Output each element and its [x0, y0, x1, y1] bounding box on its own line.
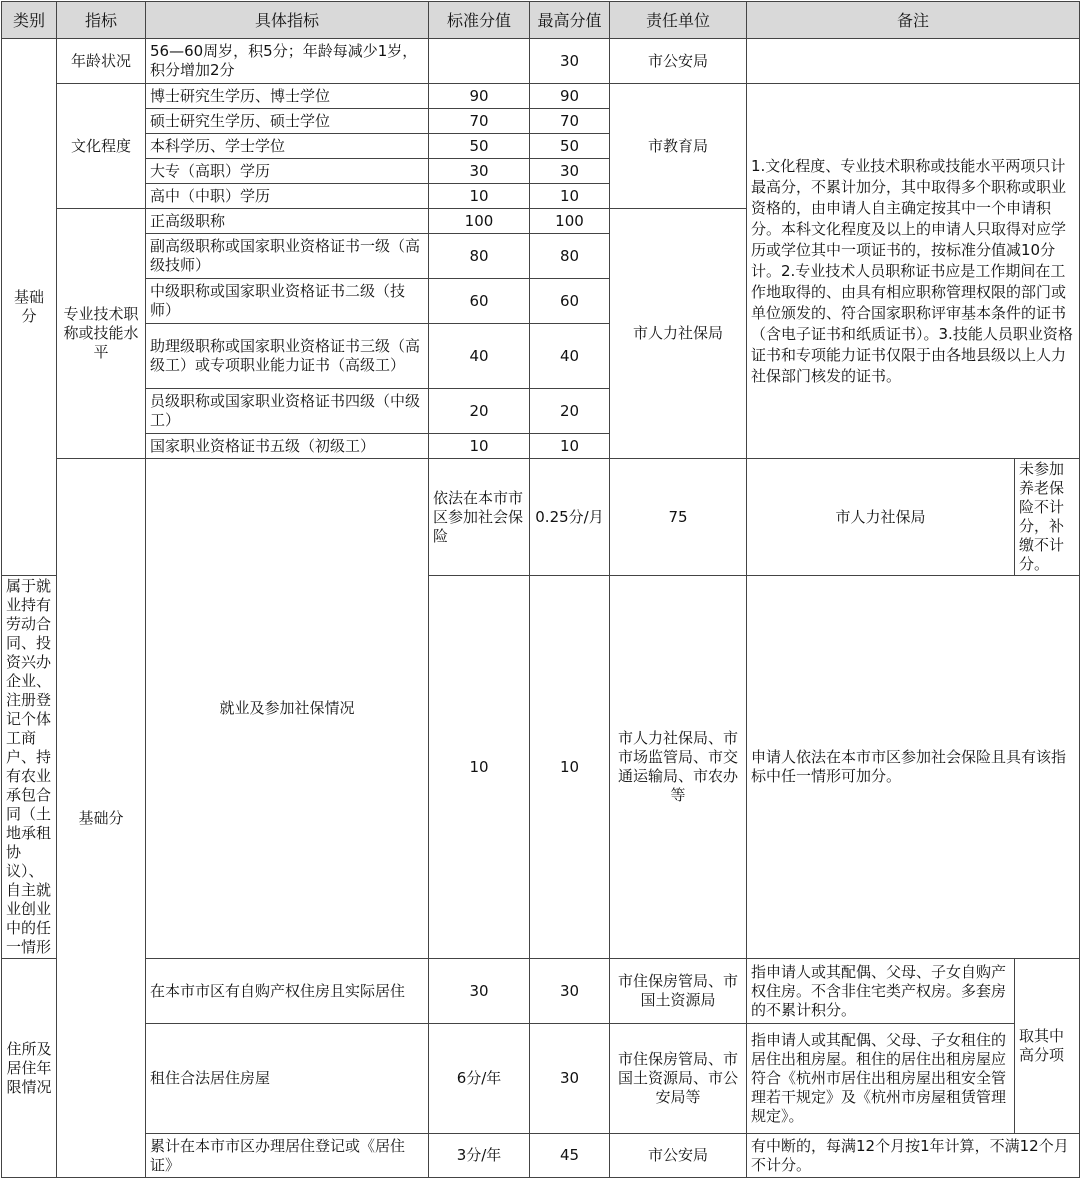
table-row [2, 959, 1080, 1024]
standard-cell [429, 39, 530, 84]
max-cell: 20 [530, 389, 610, 434]
specific-cell: 属于就业持有劳动合同、投资兴办企业、注册登记个体工商户、持有农业承包合同（土地承租协议）、自主就业创业中的任一情形 [2, 576, 57, 959]
header-unit: 责任单位 [610, 2, 747, 39]
specific-cell: 硕士研究生学历、硕士学位 [146, 109, 429, 134]
indicator-cell: 文化程度 [57, 84, 146, 209]
max-cell: 45 [530, 1134, 610, 1178]
standard-cell: 80 [429, 234, 530, 279]
category-cell: 基础分 [2, 39, 57, 576]
max-cell: 60 [530, 279, 610, 324]
standard-cell: 3分/年 [429, 1134, 530, 1178]
max-cell: 100 [530, 209, 610, 234]
specific-cell: 助理级职称或国家职业资格证书三级（高级工）或专项职业能力证书（高级工） [146, 324, 429, 389]
unit-cell: 市人力社保局、市市场监管局、市交通运输局、市农办等 [610, 576, 747, 959]
unit-cell: 市教育局 [610, 84, 747, 209]
remark-cell [747, 39, 1080, 84]
specific-cell: 在本市市区有自购产权住房且实际居住 [146, 959, 429, 1024]
unit-cell: 市住保房管局、市国土资源局、市公安局等 [610, 1024, 747, 1134]
header-max: 最高分值 [530, 2, 610, 39]
remark-group-cell: 取其中高分项 [1015, 959, 1080, 1134]
max-cell: 50 [530, 134, 610, 159]
header-remark: 备注 [747, 2, 1080, 39]
standard-cell: 60 [429, 279, 530, 324]
standard-cell: 30 [429, 959, 530, 1024]
max-cell: 40 [530, 324, 610, 389]
standard-cell: 90 [429, 84, 530, 109]
max-cell: 90 [530, 84, 610, 109]
max-cell: 30 [530, 159, 610, 184]
max-cell: 30 [530, 959, 610, 1024]
specific-cell: 56—60周岁，积5分；年龄每减少1岁，积分增加2分 [146, 39, 429, 84]
indicator-cell: 专业技术职称或技能水平 [57, 209, 146, 459]
header-category: 类别 [2, 2, 57, 39]
specific-cell: 国家职业资格证书五级（初级工） [146, 434, 429, 459]
standard-cell: 100 [429, 209, 530, 234]
table-row [2, 1024, 1080, 1134]
unit-cell: 市公安局 [610, 1134, 747, 1178]
points-table [1, 1, 1080, 1178]
specific-cell: 中级职称或国家职业资格证书二级（技师） [146, 279, 429, 324]
standard-cell: 0.25分/月 [530, 459, 610, 576]
standard-cell: 40 [429, 324, 530, 389]
unit-cell: 市公安局 [610, 39, 747, 84]
standard-cell: 10 [429, 434, 530, 459]
header-specific: 具体指标 [146, 2, 429, 39]
max-cell: 10 [530, 184, 610, 209]
standard-cell: 10 [429, 576, 530, 959]
specific-cell: 本科学历、学士学位 [146, 134, 429, 159]
specific-cell: 累计在本市市区办理居住登记或《居住证》 [146, 1134, 429, 1178]
remark-cell: 有中断的，每满12个月按1年计算，不满12个月不计分。 [747, 1134, 1080, 1178]
indicator-cell: 年龄状况 [57, 39, 146, 84]
max-cell: 10 [530, 434, 610, 459]
remark-cell: 指申请人或其配偶、父母、子女自购产权住房。不含非住宅类产权房。多套房的不累计积分。 [747, 959, 1015, 1024]
standard-cell: 30 [429, 159, 530, 184]
specific-cell: 租住合法居住房屋 [146, 1024, 429, 1134]
category-cell: 基础分 [57, 459, 146, 1178]
indicator-cell: 就业及参加社保情况 [146, 459, 429, 959]
standard-cell: 50 [429, 134, 530, 159]
remark-cell: 申请人依法在本市市区参加社会保险且具有该指标中任一情形可加分。 [747, 576, 1080, 959]
specific-cell: 副高级职称或国家职业资格证书一级（高级技师） [146, 234, 429, 279]
remark-cell: 1.文化程度、专业技术职称或技能水平两项只计最高分，不累计加分，其中取得多个职称或职业资格的，由申请人自主确定按其中一个申请积分。本科文化程度及以上的申请人只取得对应学历或学位其中一项证书的，按标准分值减10分计。2.专业技术人员职称证书应是工作期间在工作地取得的、由具有相应职称管理权限的部门或单位颁发的、符合国家职称评审基本条件的证书（含电子证书和纸质证书）。3.技能人员职业资格证书和专项能力证书仅限于由各地县级以上人力社保部门核发的证书。 [747, 84, 1080, 459]
max-cell: 10 [530, 576, 610, 959]
unit-cell: 市住保房管局、市国土资源局 [610, 959, 747, 1024]
standard-cell: 6分/年 [429, 1024, 530, 1134]
header-standard: 标准分值 [429, 2, 530, 39]
table-row [2, 84, 1080, 109]
header-row [2, 2, 1080, 39]
specific-cell: 大专（高职）学历 [146, 159, 429, 184]
standard-cell: 70 [429, 109, 530, 134]
specific-cell: 员级职称或国家职业资格证书四级（中级工） [146, 389, 429, 434]
unit-cell: 市人力社保局 [610, 209, 747, 459]
specific-cell: 正高级职称 [146, 209, 429, 234]
max-cell: 30 [530, 39, 610, 84]
table-row [2, 459, 1080, 576]
table-row [2, 39, 1080, 84]
specific-cell: 依法在本市市区参加社会保险 [429, 459, 530, 576]
specific-cell: 高中（中职）学历 [146, 184, 429, 209]
header-indicator: 指标 [57, 2, 146, 39]
max-cell: 70 [530, 109, 610, 134]
table-row [2, 1134, 1080, 1178]
indicator-cell: 住所及居住年限情况 [2, 959, 57, 1178]
max-cell: 30 [530, 1024, 610, 1134]
max-cell: 80 [530, 234, 610, 279]
unit-cell: 市人力社保局 [747, 459, 1015, 576]
specific-cell: 博士研究生学历、博士学位 [146, 84, 429, 109]
remark-cell: 未参加养老保险不计分，补缴不计分。 [1015, 459, 1080, 576]
remark-cell: 指申请人或其配偶、父母、子女租住的居住出租房屋。租住的居住出租房屋应符合《杭州市居住出租房屋出租安全管理若干规定》及《杭州市房屋租赁管理规定》。 [747, 1024, 1015, 1134]
max-cell: 75 [610, 459, 747, 576]
standard-cell: 20 [429, 389, 530, 434]
standard-cell: 10 [429, 184, 530, 209]
